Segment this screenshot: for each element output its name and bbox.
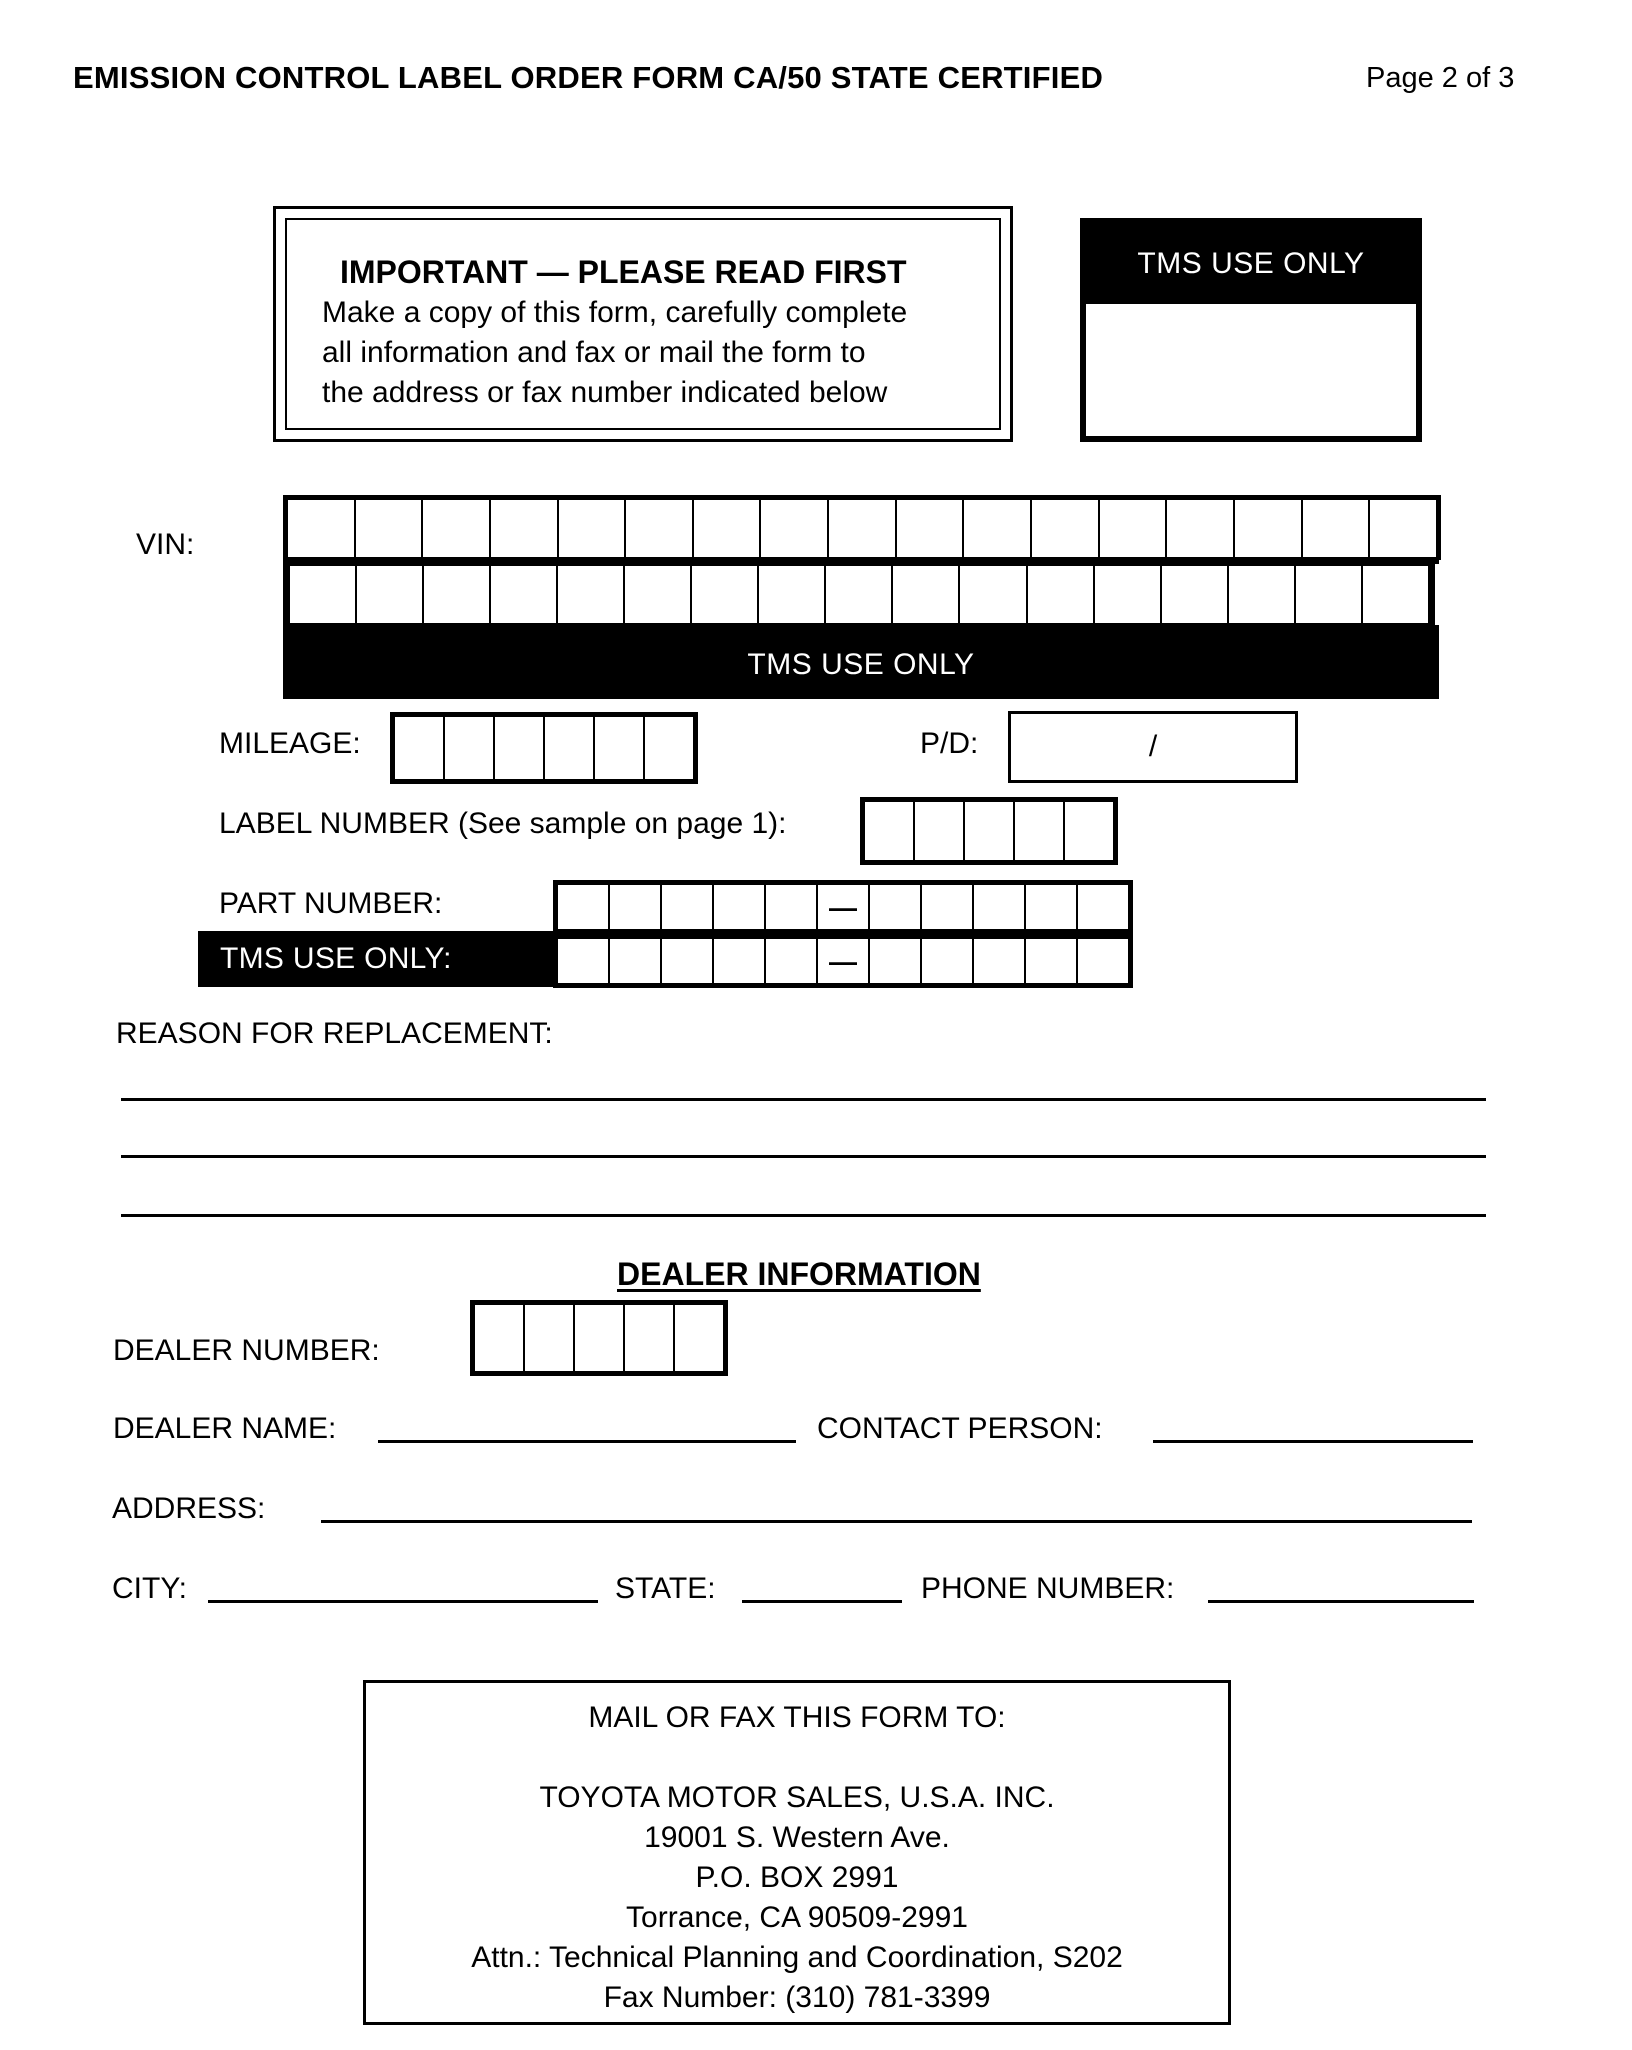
vin-char-box[interactable] (421, 498, 491, 560)
mail-fax: Fax Number: (310) 781-3399 (603, 1981, 991, 2014)
important-notice (273, 206, 1013, 442)
vin-char-box[interactable] (1098, 498, 1168, 560)
mileage-digit-box[interactable] (593, 715, 645, 781)
part-number-char-box[interactable] (920, 883, 974, 931)
vin-char-box[interactable] (1030, 498, 1100, 560)
vin-tms-char-box[interactable] (690, 564, 759, 625)
pd-label: P/D: (920, 727, 979, 760)
vin-tms-char-box[interactable] (958, 564, 1027, 625)
vin-input-row (283, 495, 1441, 560)
vin-tms-char-box[interactable] (422, 564, 491, 625)
part-number-tms-char-box[interactable] (556, 937, 610, 985)
part-number-char-box[interactable] (712, 883, 766, 931)
dealer-number-digit-box[interactable] (523, 1303, 575, 1373)
vin-tms-char-box[interactable] (623, 564, 692, 625)
vin-char-box[interactable] (489, 498, 559, 560)
part-number-char-box[interactable] (868, 883, 922, 931)
pd-input[interactable]: / (1008, 711, 1298, 783)
label-number-char-box[interactable] (1013, 800, 1065, 862)
vin-entry (283, 495, 1439, 699)
city-label: CITY: (112, 1572, 188, 1605)
vin-char-box[interactable] (624, 498, 694, 560)
address-line[interactable] (321, 1520, 1472, 1523)
part-number-tms-char-box[interactable] (660, 937, 714, 985)
reason-line-2[interactable] (121, 1155, 1486, 1158)
vin-tms-char-box[interactable] (1361, 564, 1430, 625)
vin-label: VIN: (136, 528, 195, 561)
dealer-number-digit-box[interactable] (473, 1303, 525, 1373)
label-number-char-box[interactable] (1063, 800, 1115, 862)
vin-tms-char-box[interactable] (1026, 564, 1095, 625)
vin-tms-char-box[interactable] (1160, 564, 1229, 625)
state-line[interactable] (742, 1600, 902, 1603)
mail-po-box: P.O. BOX 2991 (695, 1861, 899, 1894)
label-number-char-box[interactable] (913, 800, 965, 862)
vin-char-box[interactable] (1368, 498, 1438, 560)
dealer-number-input (470, 1300, 728, 1376)
part-number-tms-label: TMS USE ONLY: (220, 942, 452, 975)
part-number-char-box[interactable] (972, 883, 1026, 931)
vin-tms-char-box[interactable] (824, 564, 893, 625)
mileage-digit-box[interactable] (493, 715, 545, 781)
vin-divider (283, 557, 1439, 564)
label-number-char-box[interactable] (863, 800, 915, 862)
vin-char-box[interactable] (962, 498, 1032, 560)
tms-use-only-box (1080, 218, 1422, 442)
vin-char-box[interactable] (827, 498, 897, 560)
mileage-digit-box[interactable] (443, 715, 495, 781)
vin-tms-char-box[interactable] (489, 564, 558, 625)
important-line-3: the address or fax number indicated below (322, 376, 888, 409)
vin-tms-char-box[interactable] (1093, 564, 1162, 625)
vin-tms-band: TMS USE ONLY (283, 625, 1439, 699)
part-number-char-box[interactable] (608, 883, 662, 931)
mileage-input (390, 712, 698, 784)
part-number-char-box[interactable] (1076, 883, 1130, 931)
part-number-char-box[interactable] (660, 883, 714, 931)
part-number-tms-char-box[interactable] (608, 937, 662, 985)
dealer-number-digit-box[interactable] (673, 1303, 725, 1373)
part-number-tms-char-box[interactable] (1024, 937, 1078, 985)
dealer-number-digit-box[interactable] (573, 1303, 625, 1373)
part-number-char-box[interactable] (1024, 883, 1078, 931)
mileage-digit-box[interactable] (393, 715, 445, 781)
tms-use-only-header: TMS USE ONLY (1086, 224, 1416, 304)
dealer-name-line[interactable] (378, 1440, 796, 1443)
dealer-info-heading: DEALER INFORMATION (617, 1256, 981, 1292)
part-number-char-box[interactable] (764, 883, 818, 931)
vin-tms-char-box[interactable] (288, 564, 357, 625)
part-number-char-dash: — (816, 883, 870, 931)
vin-char-box[interactable] (1301, 498, 1371, 560)
vin-char-box[interactable] (1233, 498, 1303, 560)
important-line-1: Make a copy of this form, carefully complete (322, 296, 908, 329)
vin-char-box[interactable] (1165, 498, 1235, 560)
vin-tms-char-box[interactable] (1294, 564, 1363, 625)
mileage-label: MILEAGE: (219, 727, 361, 760)
important-title: IMPORTANT — PLEASE READ FIRST (340, 254, 907, 290)
vin-char-box[interactable] (692, 498, 762, 560)
part-number-input (553, 880, 1133, 934)
vin-tms-char-box[interactable] (556, 564, 625, 625)
part-number-tms-char-box[interactable] (972, 937, 1026, 985)
city-line[interactable] (208, 1600, 598, 1603)
mail-city: Torrance, CA 90509-2991 (626, 1901, 968, 1934)
dealer-name-label: DEALER NAME: (113, 1412, 337, 1445)
page-number: Page 2 of 3 (1366, 62, 1515, 94)
reason-line-1[interactable] (121, 1098, 1486, 1101)
label-number-char-box[interactable] (963, 800, 1015, 862)
label-number-input (860, 797, 1118, 865)
part-number-tms-char-box[interactable] (764, 937, 818, 985)
vin-char-box[interactable] (354, 498, 424, 560)
part-number-tms-char-box[interactable] (712, 937, 766, 985)
vin-char-box[interactable] (895, 498, 965, 560)
mail-company: TOYOTA MOTOR SALES, U.S.A. INC. (539, 1781, 1055, 1814)
part-number-tms-char-box[interactable] (868, 937, 922, 985)
form-title: EMISSION CONTROL LABEL ORDER FORM CA/50 STATE CERTIFIED (73, 60, 1104, 95)
state-label: STATE: (615, 1572, 716, 1605)
mail-heading: MAIL OR FAX THIS FORM TO: (588, 1701, 1006, 1734)
mail-street: 19001 S. Western Ave. (644, 1821, 950, 1854)
mileage-digit-box[interactable] (543, 715, 595, 781)
vin-tms-char-box[interactable] (891, 564, 960, 625)
label-number-label: LABEL NUMBER (See sample on page 1): (219, 807, 787, 840)
reason-line-3[interactable] (121, 1214, 1486, 1217)
phone-number-label: PHONE NUMBER: (921, 1572, 1175, 1605)
vin-tms-char-box[interactable] (355, 564, 424, 625)
reason-label: REASON FOR REPLACEMENT: (116, 1017, 553, 1050)
mail-attn: Attn.: Technical Planning and Coordination, S202 (471, 1941, 1123, 1974)
contact-person-label: CONTACT PERSON: (817, 1412, 1103, 1445)
vin-tms-char-box[interactable] (1227, 564, 1296, 625)
vin-tms-char-box[interactable] (757, 564, 826, 625)
tms-use-only-field[interactable] (1086, 304, 1416, 436)
part-number-tms-input (553, 934, 1133, 988)
part-number-tms-char-dash: — (816, 937, 870, 985)
dealer-number-digit-box[interactable] (623, 1303, 675, 1373)
part-number-label: PART NUMBER: (219, 887, 443, 920)
phone-number-line[interactable] (1208, 1600, 1474, 1603)
address-label: ADDRESS: (112, 1492, 266, 1525)
vin-char-box[interactable] (557, 498, 627, 560)
dealer-number-label: DEALER NUMBER: (113, 1334, 380, 1367)
part-number-char-box[interactable] (556, 883, 610, 931)
part-number-tms-char-box[interactable] (1076, 937, 1130, 985)
mileage-digit-box[interactable] (643, 715, 695, 781)
vin-tms-row (283, 564, 1435, 625)
part-number-tms-char-box[interactable] (920, 937, 974, 985)
vin-char-box[interactable] (286, 498, 356, 560)
mail-to-box (363, 1680, 1231, 2025)
important-line-2: all information and fax or mail the form to (322, 336, 866, 369)
contact-person-line[interactable] (1153, 1440, 1473, 1443)
vin-char-box[interactable] (759, 498, 829, 560)
